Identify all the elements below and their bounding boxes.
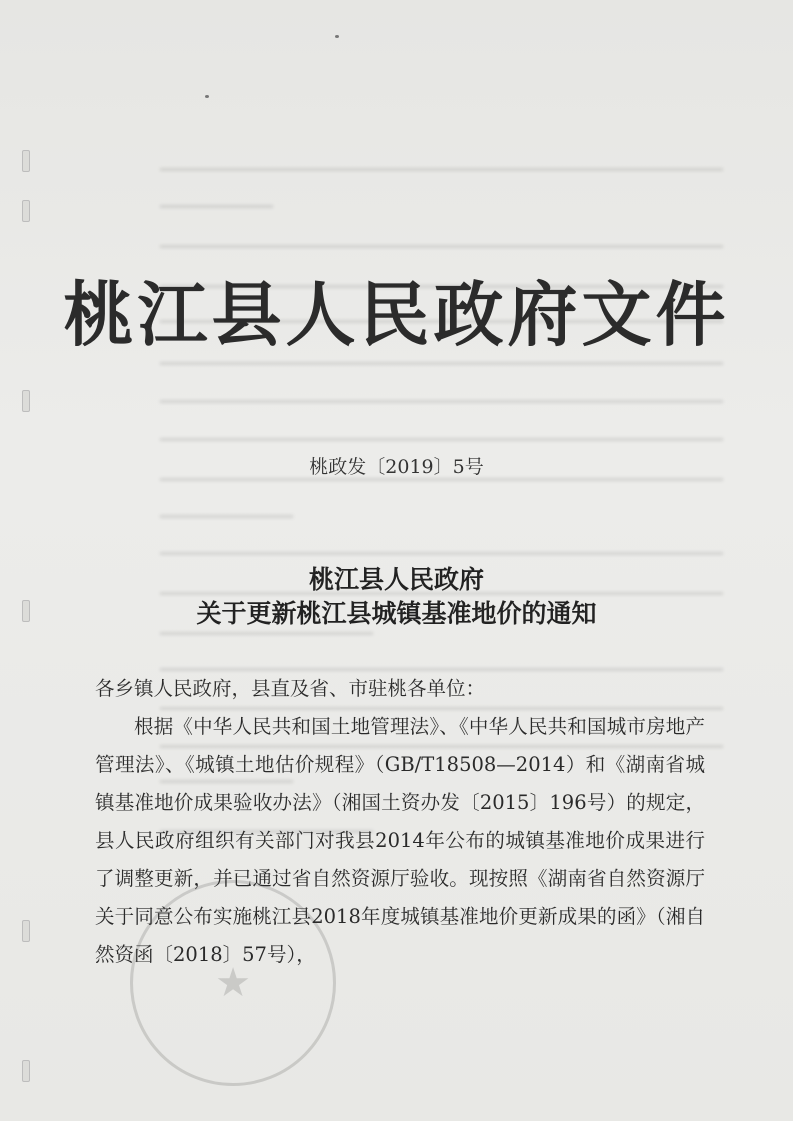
document-number: 桃政发〔2019〕5号	[309, 456, 484, 478]
document-body	[95, 670, 705, 974]
binding-hole	[22, 200, 30, 222]
salutation: 各乡镇人民政府，县直及省、市驻桃各单位：	[95, 677, 486, 700]
bleed-through-line	[160, 552, 723, 555]
bleed-through-line	[160, 362, 723, 365]
bleed-through-line	[160, 515, 293, 518]
scan-speck	[205, 95, 209, 98]
body-paragraph: 根据《中华人民共和国土地管理法》、《中华人民共和国城市房地产管理法》、《城镇土地估价规程》（GB/T18508—2014）和《湖南省城镇基准地价成果验收办法》（湘国土资办发〔2015〕196号）的规定，县人民政府组织有关部门对我县2014年公布的城镇基准地价成果进行了调整更新，并已通过省自然资源厅验收。现按照《湖南省自然资源厅关于同意公布实施桃江县2018年度城镇基准地价更新成果的函》（湘自然资函〔2018〕57号），	[95, 715, 705, 966]
bleed-through-line	[160, 168, 723, 171]
seal-star-icon: ★	[215, 960, 251, 1006]
document-masthead: 桃江县人民政府文件	[63, 274, 730, 356]
bleed-through-line	[160, 632, 373, 635]
binding-hole	[22, 150, 30, 172]
bleed-through-line	[160, 245, 723, 248]
bleed-through-line	[160, 438, 723, 441]
binding-hole	[22, 390, 30, 412]
scan-speck	[335, 35, 339, 38]
notice-title-line-2: 关于更新桃江县城镇基准地价的通知	[196, 599, 597, 628]
bleed-through-line	[160, 400, 723, 403]
bleed-through-line	[160, 205, 273, 208]
notice-title-line-1: 桃江县人民政府	[308, 565, 484, 594]
binding-hole	[22, 920, 30, 942]
binding-hole	[22, 1060, 30, 1082]
